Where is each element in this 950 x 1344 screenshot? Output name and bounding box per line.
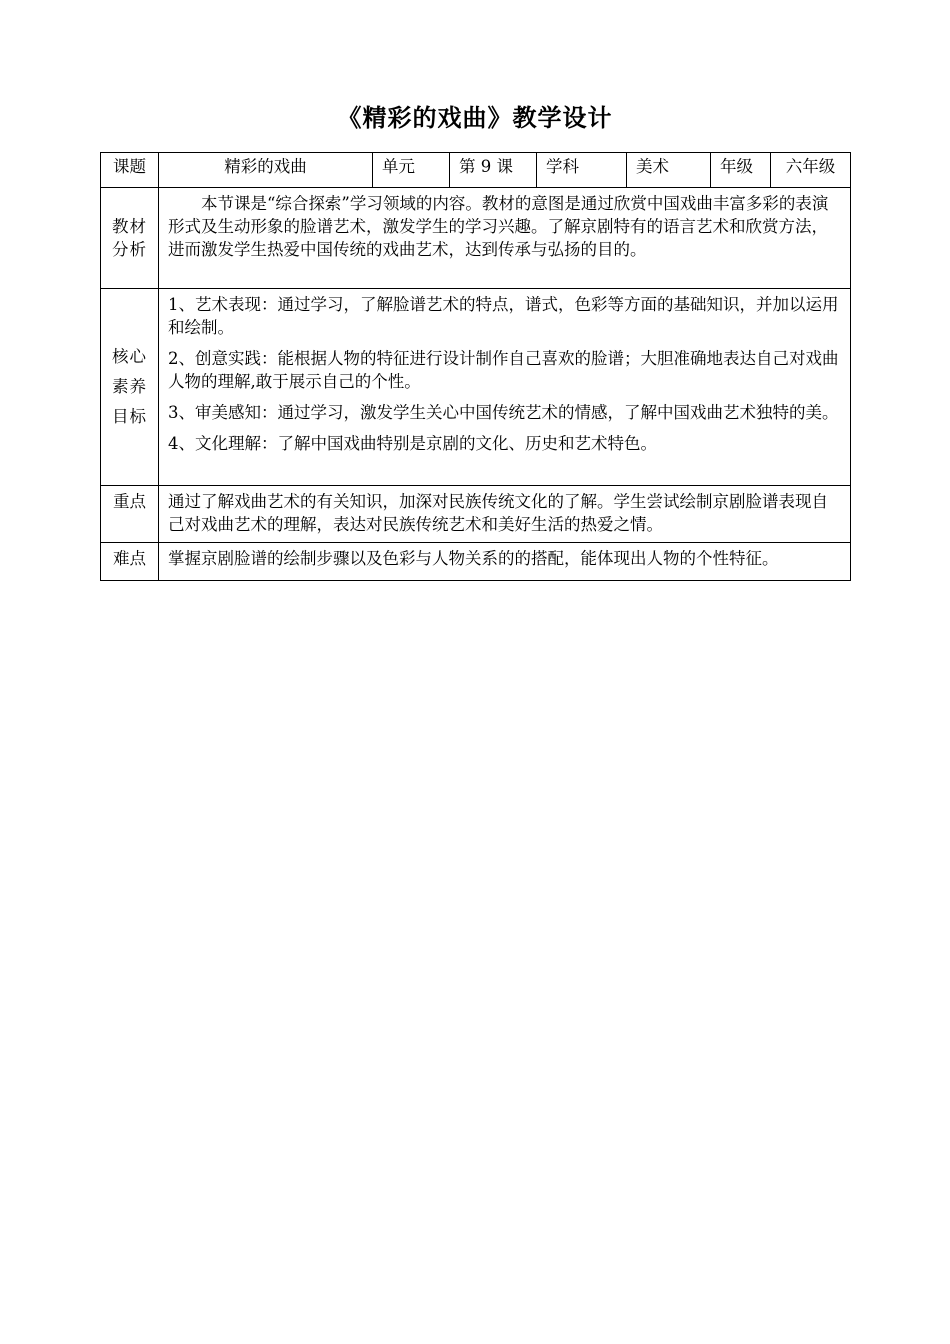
goals-label: 核心素养目标 — [101, 289, 159, 486]
difficulties-label: 难点 — [101, 543, 159, 581]
goals-cell — [159, 289, 851, 486]
analysis-label: 教材分析 — [101, 188, 159, 289]
topic-label: 课题 — [101, 153, 159, 188]
difficulties-text: 掌握京剧脸谱的绘制步骤以及色彩与人物关系的的搭配，能体现出人物的个性特征。 — [159, 543, 851, 581]
analysis-paragraph: 本节课是“综合探索”学习领域的内容。教材的意图是通过欣赏中国戏曲丰富多彩的表演形式及生动形象的脸谱艺术，激发学生的学习兴趣。了解京剧特有的语言艺术和欣赏方法，进而激发学生热爱中国传统的戏曲艺术，达到传承与弘扬的目的。 — [168, 194, 829, 259]
key-points-label: 重点 — [101, 486, 159, 543]
goals-row — [101, 289, 851, 486]
header-row — [101, 153, 851, 188]
goal-item: 1、艺术表现：通过学习，了解脸谱艺术的特点，谱式，色彩等方面的基础知识，并加以运用和绘制。 — [168, 295, 839, 337]
unit-label: 单元 — [373, 153, 450, 188]
analysis-row — [101, 188, 851, 289]
grade-label: 年级 — [711, 153, 771, 188]
difficulties-row — [101, 543, 851, 581]
subject-label: 学科 — [537, 153, 627, 188]
goal-item: 2、创意实践：能根据人物的特征进行设计制作自己喜欢的脸谱；大胆准确地表达自己对戏曲人物的理解,敢于展示自己的个性。 — [168, 349, 839, 391]
key-points-text: 通过了解戏曲艺术的有关知识，加深对民族传统文化的了解。学生尝试绘制京剧脸谱表现自己对戏曲艺术的理解，表达对民族传统艺术和美好生活的热爱之情。 — [159, 486, 851, 543]
unit-value: 第 9 课 — [450, 153, 537, 188]
lesson-design-table — [100, 152, 851, 581]
key-points-row — [101, 486, 851, 543]
goal-item: 3、审美感知：通过学习，激发学生关心中国传统艺术的情感，了解中国戏曲艺术独特的美。 — [168, 403, 839, 422]
document-title: 《精彩的戏曲》教学设计 — [337, 103, 613, 132]
goal-item: 4、文化理解：了解中国戏曲特别是京剧的文化、历史和艺术特色。 — [168, 434, 657, 453]
grade-value: 六年级 — [771, 153, 851, 188]
subject-value: 美术 — [627, 153, 711, 188]
analysis-text — [159, 188, 851, 289]
topic-value: 精彩的戏曲 — [159, 153, 373, 188]
